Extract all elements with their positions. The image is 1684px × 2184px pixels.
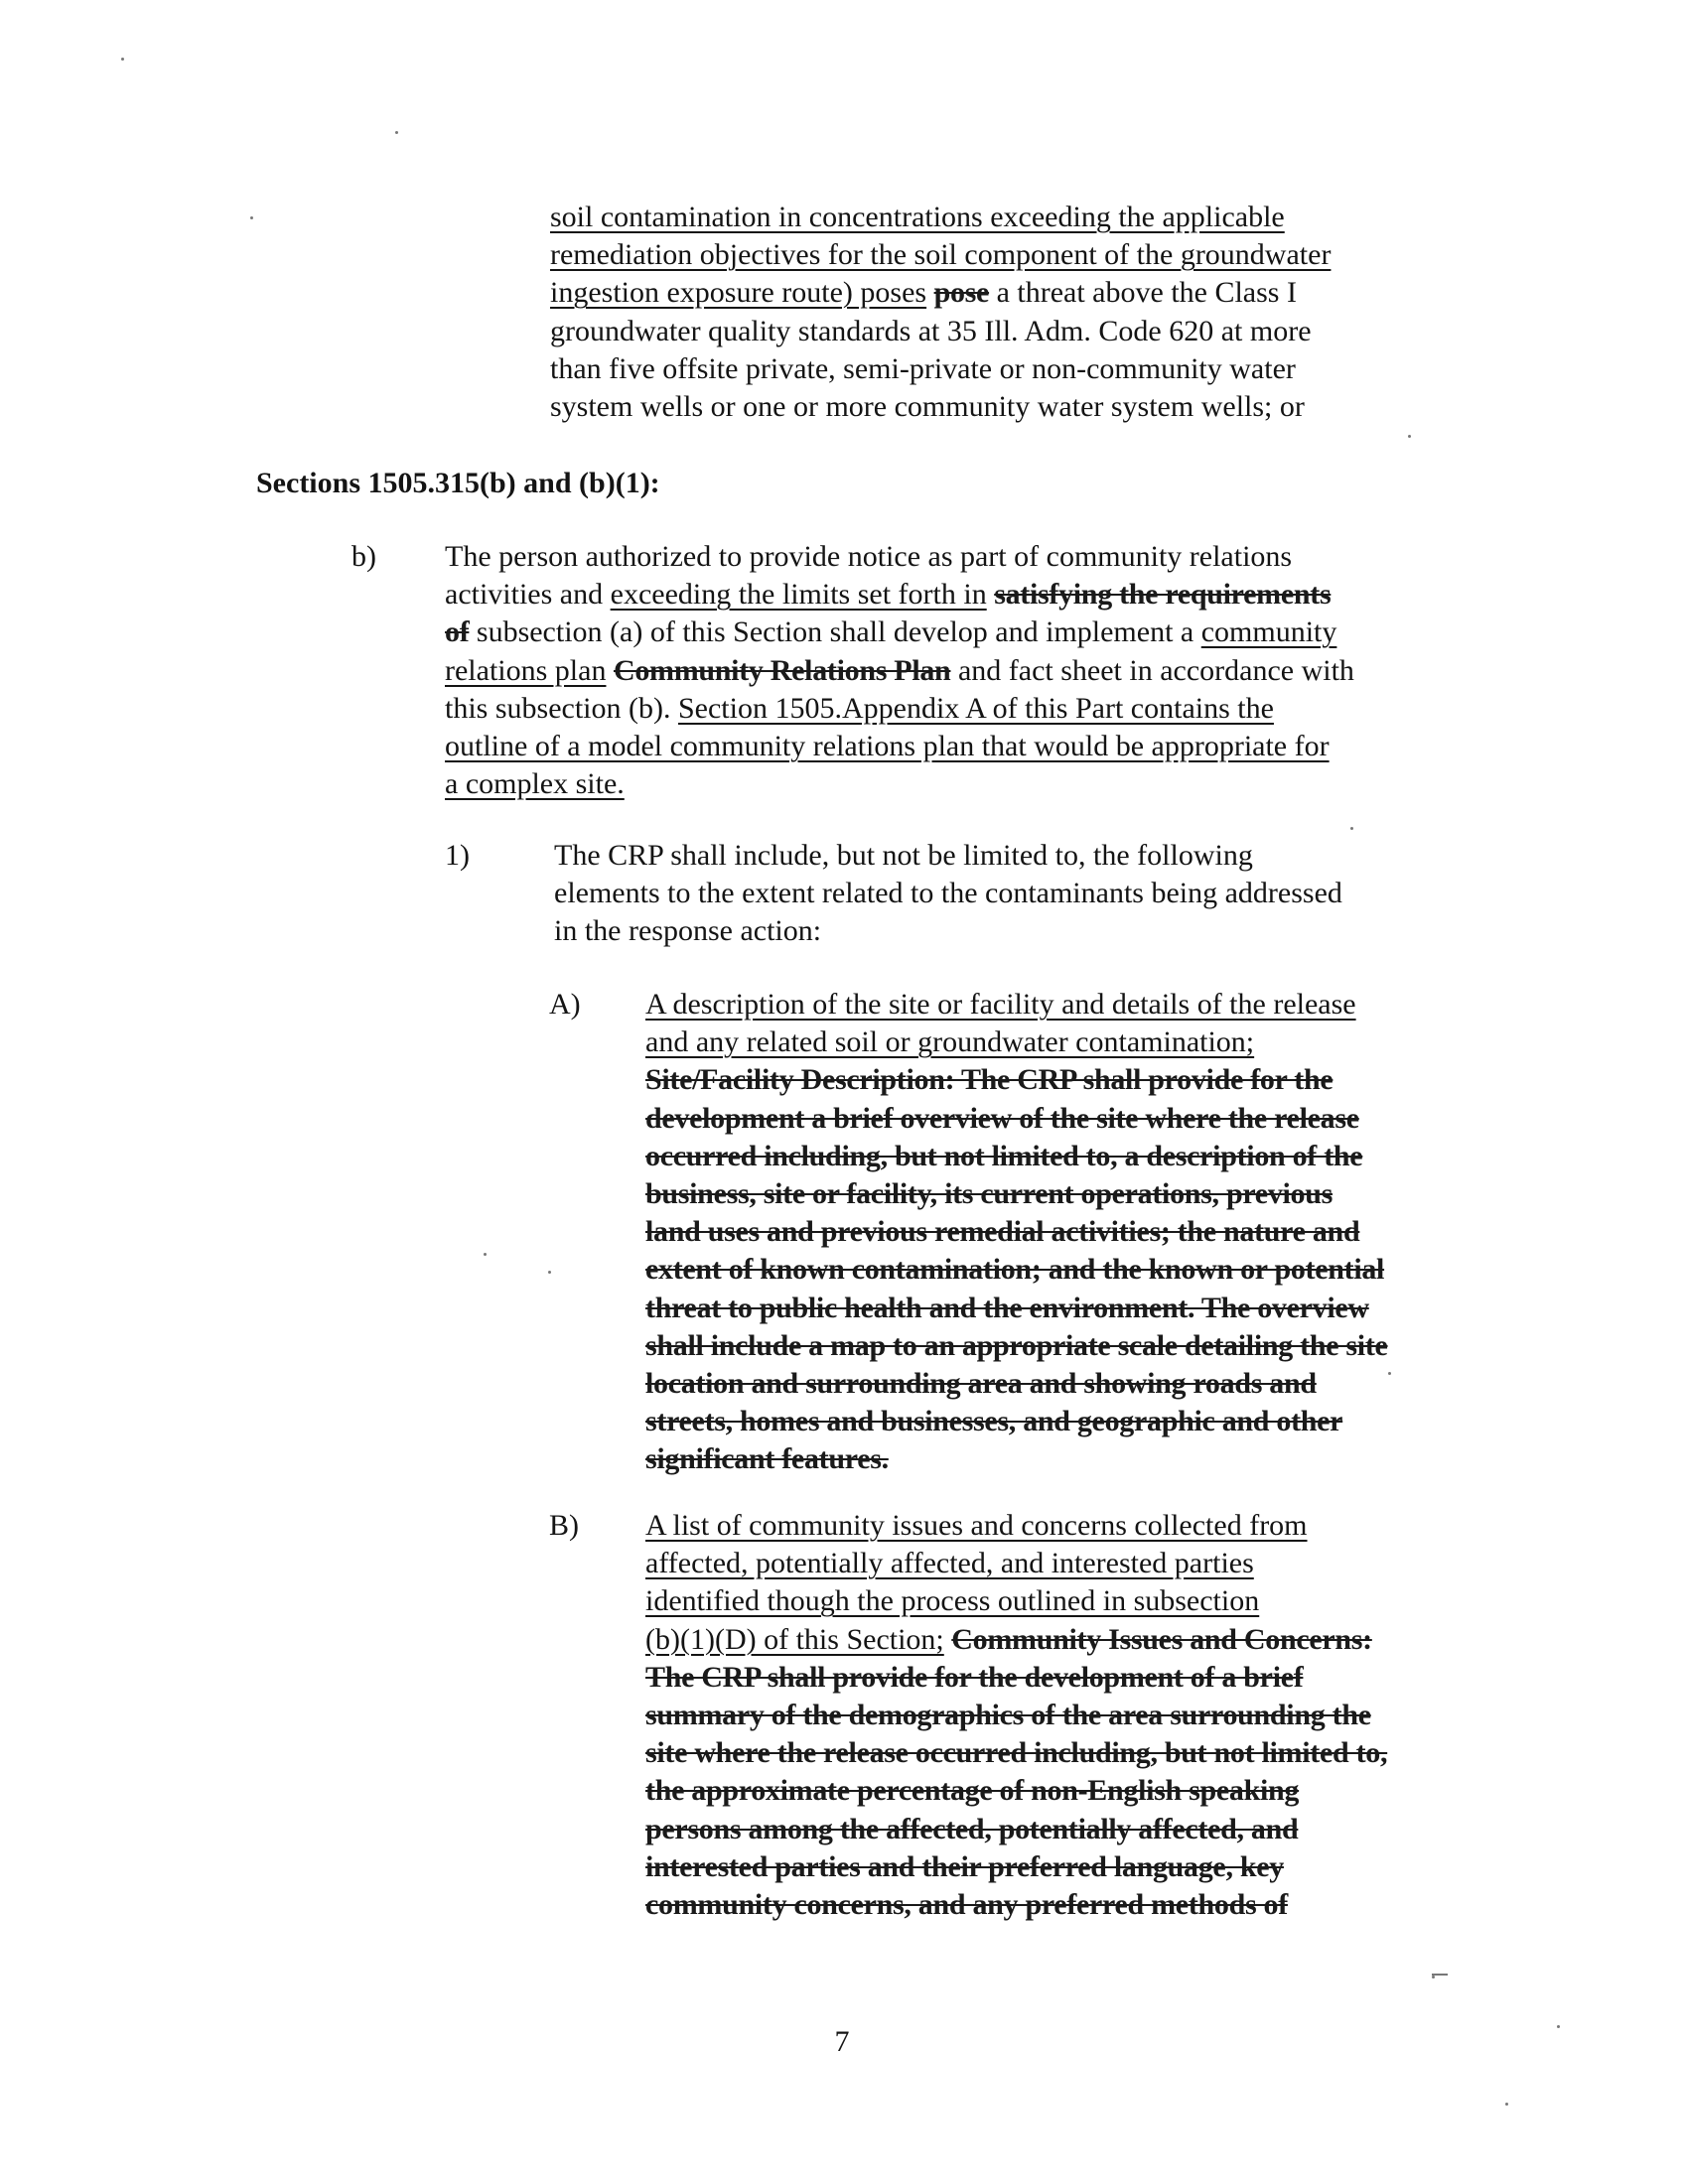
inserted-text: soil contamination in concentrations exceeding the applicable [550, 201, 1285, 233]
inserted-text: and any related soil or groundwater contamination; [645, 1025, 1255, 1059]
deleted-text: development a brief overview of the site where the release [645, 1101, 1359, 1135]
text-line [645, 1403, 1388, 1440]
inserted-text: exceeding the limits set forth in [610, 578, 987, 612]
text-line [645, 1582, 1387, 1620]
inserted-text: identified though the process outlined in subsection [645, 1584, 1260, 1618]
plain-text: than five offsite private, semi-private or non-community water [550, 351, 1296, 385]
scan-speck [1432, 1976, 1435, 1979]
inserted-text: a complex site. [445, 767, 625, 801]
page-number: 7 [834, 2025, 850, 2058]
text-line [445, 728, 1354, 765]
plain-text: The person authorized to provide notice as part of community relations [445, 540, 1293, 573]
text-line [645, 1772, 1387, 1810]
deleted-text: threat to public health and the environment. The overview [645, 1291, 1369, 1324]
text-line [645, 1734, 1387, 1772]
continued-paragraph [550, 199, 1331, 426]
scan-speck [548, 1271, 551, 1274]
subsection-b-text [445, 538, 1354, 803]
text-line [645, 986, 1388, 1024]
plain-text: system wells or one or more community water system wells; or [550, 390, 1305, 424]
text-line [645, 1507, 1387, 1545]
text-line [645, 1213, 1388, 1251]
text-line [645, 1440, 1388, 1478]
text-line [645, 1175, 1388, 1213]
text-line [550, 388, 1331, 426]
text-line [645, 1886, 1387, 1924]
scan-speck [395, 131, 398, 134]
deleted-text: streets, homes and businesses, and geographic and other [645, 1405, 1343, 1438]
scan-speck [1505, 2103, 1508, 2106]
inserted-text: Section 1505.Appendix A of this Part contains the [677, 691, 1274, 725]
plain-text [606, 654, 614, 687]
text-line [445, 538, 1354, 576]
text-line [645, 1290, 1388, 1327]
inserted-text: (b)(1)(D) of this Section; [645, 1622, 944, 1656]
text-line [645, 1697, 1387, 1734]
text-line [550, 199, 1331, 236]
deleted-text: Community Issues and Concerns: [951, 1622, 1372, 1656]
subsection-b-marker: b) [351, 540, 376, 573]
deleted-text: occurred including, but not limited to, a description of the [645, 1139, 1363, 1172]
inserted-text: relations plan [445, 653, 607, 687]
text-line [445, 652, 1354, 690]
deleted-text: location and surrounding area and showing roads and [645, 1367, 1317, 1401]
deleted-text: business, site or facility, its current operations, previous [645, 1177, 1333, 1211]
text-line [645, 1365, 1388, 1403]
inserted-text: community [1200, 615, 1337, 649]
text-line [550, 350, 1331, 388]
deleted-text: shall include a map to an appropriate scale detailing the site [645, 1328, 1388, 1362]
section-heading: Sections 1505.315(b) and (b)(1): [256, 467, 660, 499]
plain-text: a threat above the Class I [989, 276, 1297, 310]
deleted-text: land uses and previous remedial activities; the nature and [645, 1215, 1360, 1249]
deleted-text: persons among the affected, potentially affected, and [645, 1812, 1299, 1845]
deleted-text: Site/Facility Description: The CRP shall provide for the [645, 1063, 1333, 1097]
deleted-text: pose [933, 276, 990, 310]
text-line [645, 1138, 1388, 1175]
text-line [445, 765, 1354, 803]
scan-speck [1557, 2025, 1560, 2028]
plain-text: subsection (a) of this Section shall develop and implement a [469, 615, 1201, 649]
plain-text: this subsection (b). [445, 691, 678, 725]
inserted-text: ingestion exposure route) poses [550, 276, 927, 310]
deleted-text: community concerns, and any preferred methods of [645, 1888, 1288, 1922]
text-line [445, 614, 1354, 651]
item-A-marker: A) [549, 988, 581, 1021]
inserted-text: affected, potentially affected, and interested parties [645, 1547, 1254, 1580]
text-line [645, 1251, 1388, 1289]
text-line [645, 1621, 1387, 1659]
item-1-marker: 1) [445, 839, 470, 872]
scan-speck [1432, 1974, 1448, 1976]
deleted-text: extent of known contamination; and the known or potential [645, 1253, 1385, 1287]
text-line [645, 1659, 1387, 1697]
item-A-text [645, 986, 1388, 1479]
deleted-text: the approximate percentage of non-English speaking [645, 1774, 1300, 1808]
scan-speck [250, 216, 253, 219]
text-line [554, 875, 1342, 912]
text-line [645, 1100, 1388, 1138]
text-line [645, 1545, 1387, 1582]
text-line [645, 1848, 1387, 1886]
inserted-text: A list of community issues and concerns collected from [645, 1509, 1308, 1542]
text-line [445, 576, 1354, 614]
plain-text: in the response action: [554, 914, 822, 948]
plain-text [926, 276, 934, 309]
inserted-text: remediation objectives for the soil component of the groundwater [550, 238, 1332, 272]
scan-speck [1350, 827, 1353, 830]
item-1-text [554, 837, 1342, 951]
deleted-text: of [445, 615, 470, 649]
text-line [554, 912, 1342, 950]
scan-speck [121, 58, 124, 61]
text-line [645, 1061, 1388, 1099]
text-line [645, 1811, 1387, 1848]
item-B-marker: B) [549, 1509, 579, 1542]
text-line [645, 1327, 1388, 1365]
deleted-text: site where the release occurred including, but not limited to, [645, 1736, 1388, 1770]
scan-speck [1408, 435, 1411, 438]
deleted-text: satisfying the requirements [994, 578, 1332, 612]
deleted-text: summary of the demographics of the area surrounding the [645, 1699, 1371, 1732]
item-B-text [645, 1507, 1387, 1924]
plain-text: activities and [445, 578, 611, 612]
plain-text: groundwater quality standards at 35 Ill. Adm. Code 620 at more [550, 314, 1312, 347]
plain-text: and fact sheet in accordance with [950, 653, 1354, 687]
inserted-text: A description of the site or facility and details of the release [645, 988, 1356, 1021]
text-line [550, 313, 1331, 350]
text-line [550, 274, 1331, 312]
deleted-text: interested parties and their preferred language, key [645, 1849, 1284, 1883]
deleted-text: significant features. [645, 1442, 889, 1476]
text-line [554, 837, 1342, 875]
plain-text: The CRP shall include, but not be limited to, the following [554, 839, 1253, 872]
deleted-text: The CRP shall provide for the development of a brief [645, 1660, 1304, 1694]
scan-speck [484, 1253, 487, 1256]
text-line [445, 690, 1354, 728]
deleted-text: Community Relations Plan [613, 653, 951, 687]
text-line [645, 1024, 1388, 1061]
plain-text: elements to the extent related to the contaminants being addressed [554, 877, 1342, 910]
scan-speck [1388, 1372, 1391, 1375]
inserted-text: outline of a model community relations plan that would be appropriate for [445, 730, 1330, 763]
text-line [550, 236, 1331, 274]
